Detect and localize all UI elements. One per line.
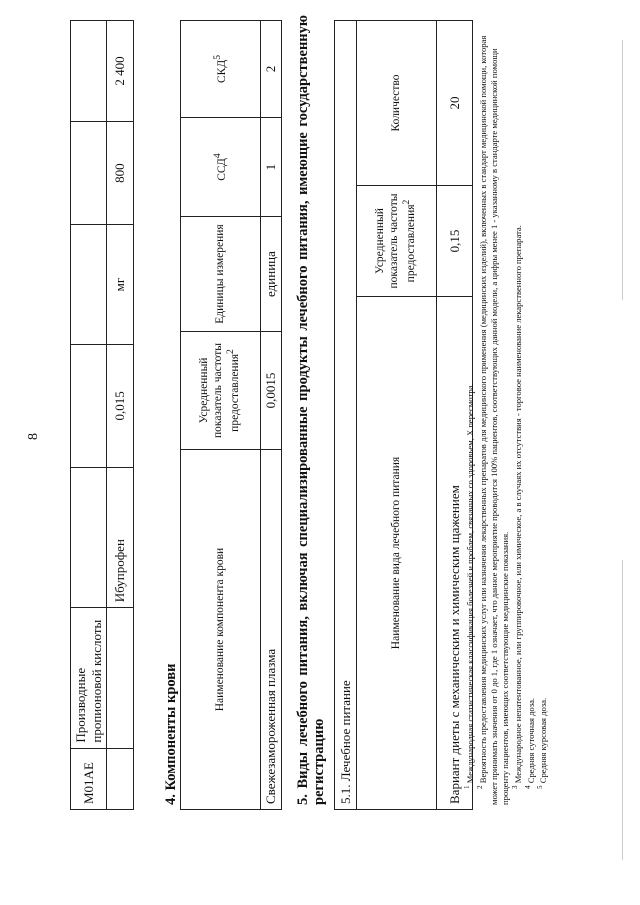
atc-group: Производные пропионовой кислоты bbox=[71, 608, 107, 748]
col-header-quantity: Количество bbox=[357, 21, 437, 186]
nutrition-name: Вариант диеты с механическим и химическим щажением bbox=[437, 297, 473, 810]
subsection-5-1-title: 5.1. Лечебное питание bbox=[335, 21, 357, 810]
col-header-unit: Единицы измерения bbox=[181, 217, 261, 332]
section-4-heading: 4. Компоненты крови bbox=[163, 663, 179, 805]
footnote-2: $^2$ Вероятность предоставления медицинских услуг или назначения лекарственных препаратов для медицинского применения (медицинских изделий), включенных в стандарт медицинской помощи, которая может принимать значения от 0 до 1, где 1 означает, что данное мероприятие проводится 100% пациентов, соответствующих данной модели, а цифры менее 1 - указанному в стандарте медицинской помощи проценту пациентов, имеющих соответствующие медицинские показания. bbox=[475, 35, 510, 805]
scan-line bbox=[622, 560, 623, 860]
drug-ssd: 800 bbox=[107, 122, 134, 225]
nutrition-table bbox=[334, 20, 473, 810]
footnote-3: $^3$ Международное непатентованное, или группировочное, или химическое, а в случаях их отсутствия - торговое наименование лекарственного препарата. bbox=[510, 225, 523, 789]
nutrition-quantity: 20 bbox=[437, 21, 473, 186]
component-name: Свежезамороженная плазма bbox=[261, 450, 282, 810]
component-unit: единица bbox=[261, 217, 282, 332]
footnote-4: $^4$ Средняя суточная доза. bbox=[523, 697, 536, 789]
drug-skd: 2 400 bbox=[107, 21, 134, 122]
col-header-nutrition-frequency: Усредненный показатель частоты предоставления$^2$ bbox=[357, 186, 437, 297]
component-frequency: 0,0015 bbox=[261, 331, 282, 449]
atc-code: M01AE bbox=[71, 748, 107, 809]
nutrition-frequency: 0,15 bbox=[437, 186, 473, 297]
component-skd: 2 bbox=[261, 21, 282, 118]
component-ssd: 1 bbox=[261, 117, 282, 216]
col-header-frequency: Усредненный показатель частоты предоставления$^2$ bbox=[181, 331, 261, 449]
empty-cell bbox=[107, 748, 134, 809]
empty-cell bbox=[71, 122, 107, 225]
footnotes bbox=[463, 15, 549, 805]
col-header-nutrition-name: Наименование вида лечебного питания bbox=[357, 297, 437, 810]
drug-table bbox=[70, 20, 134, 810]
footnote-1: $^1$ Международная статистическая классификация болезней и проблем, связанных со здоровьем, X пересмотра. bbox=[463, 383, 475, 789]
blood-components-table bbox=[180, 20, 282, 810]
empty-cell bbox=[71, 344, 107, 467]
page-number: 8 bbox=[26, 433, 41, 440]
empty-cell bbox=[71, 225, 107, 345]
footnote-5: $^5$ Средняя курсовая доза. bbox=[536, 697, 549, 789]
empty-cell bbox=[71, 467, 107, 607]
col-header-skd: СКД$^5$ bbox=[181, 21, 261, 118]
col-header-ssd: ССД$^4$ bbox=[181, 117, 261, 216]
section-5-heading: 5. Виды лечебного питания, включая специализированные продукты лечебного питания, имеющие государственную регистрацию bbox=[295, 15, 327, 805]
drug-name: Ибупрофен bbox=[107, 467, 134, 607]
scan-line bbox=[622, 40, 623, 300]
empty-cell bbox=[107, 608, 134, 748]
col-header-component-name: Наименование компонента крови bbox=[181, 450, 261, 810]
drug-unit: мг bbox=[107, 225, 134, 345]
drug-frequency: 0,015 bbox=[107, 344, 134, 467]
empty-cell bbox=[71, 21, 107, 122]
